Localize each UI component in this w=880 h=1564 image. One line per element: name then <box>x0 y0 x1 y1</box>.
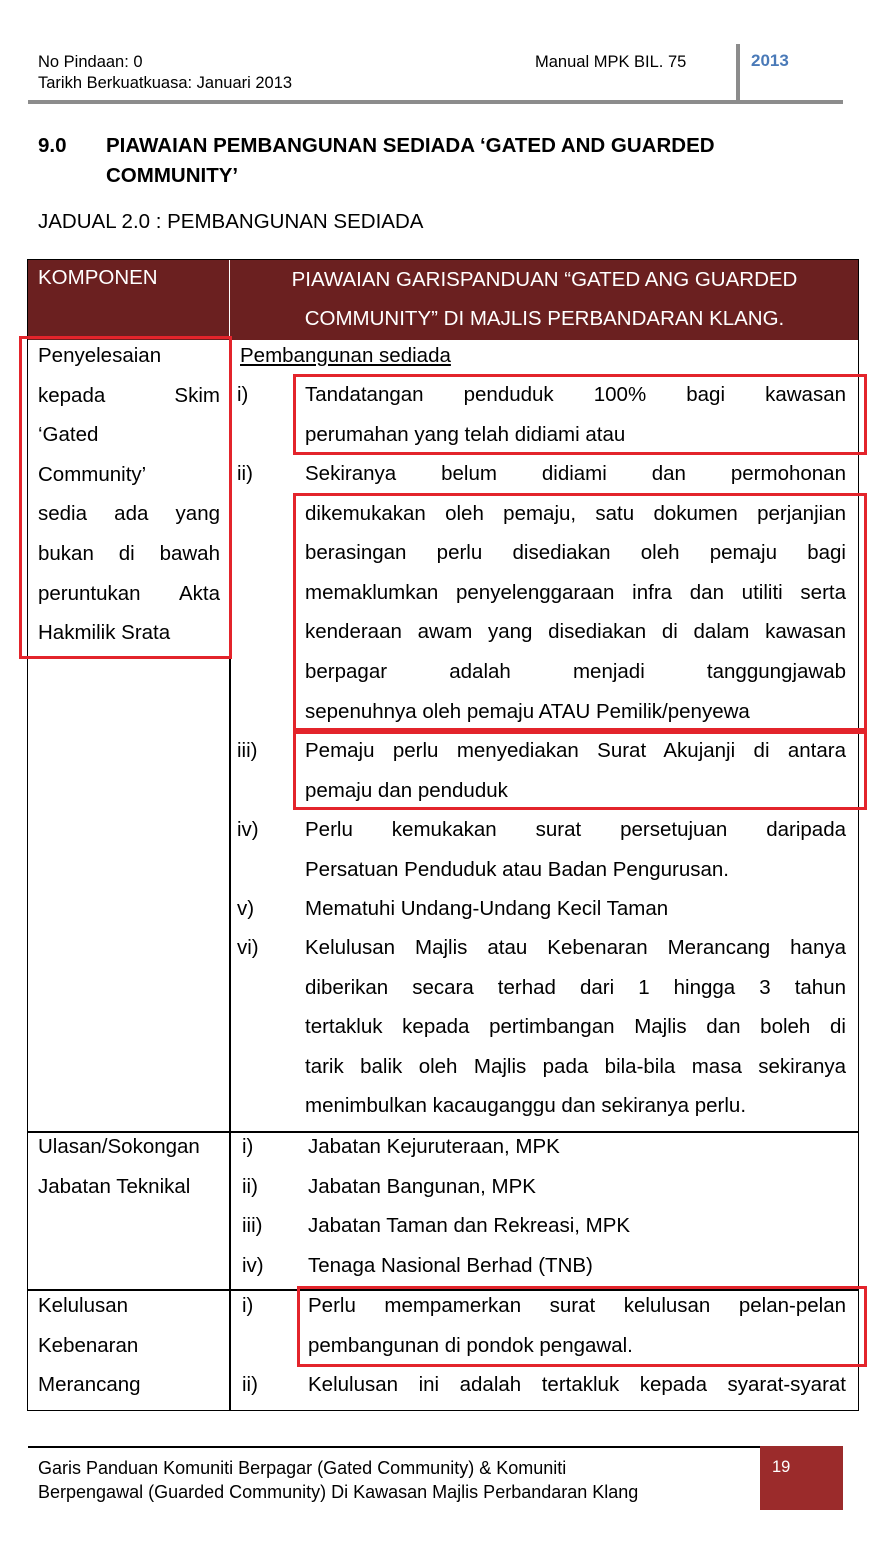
item-line: dikemukakan oleh pemaju, satu dokumen perjanjian <box>305 501 846 525</box>
manual-reference: Manual MPK BIL. 75 <box>535 53 687 71</box>
item-line: pemaju dan penduduk <box>305 778 508 802</box>
item-line: Kelulusan ini adalah tertakluk kepada syarat-syarat <box>308 1373 846 1396</box>
row1-subtitle: Pembangunan sediada <box>240 344 451 367</box>
table-caption: JADUAL 2.0 : PEMBANGUNAN SEDIADA <box>38 210 424 233</box>
header-divider-line <box>229 260 230 340</box>
item-text <box>305 810 846 889</box>
header-komponen: KOMPONEN <box>38 266 158 289</box>
header-divider <box>736 44 740 102</box>
footer-rule <box>28 1446 760 1448</box>
item-text <box>305 928 846 1126</box>
komponen-line: peruntukan Akta <box>38 581 220 605</box>
item-line: pembangunan di pondok pengawal. <box>308 1333 633 1357</box>
item-text: Jabatan Kejuruteraan, MPK <box>308 1135 560 1158</box>
item-line: Mematuhi Undang-Undang Kecil Taman <box>305 897 669 920</box>
footer-line: Garis Panduan Komuniti Berpagar (Gated Community) & Komuniti <box>38 1458 567 1478</box>
item-line: berpagar adalah menjadi tanggungjawab <box>305 659 846 683</box>
section-title-line: PIAWAIAN PEMBANGUNAN SEDIADA ‘GATED AND GUARDED <box>106 134 715 157</box>
item-line: Pemaju perlu menyediakan Surat Akujanji di antara <box>305 739 846 762</box>
item-text: Tenaga Nasional Berhad (TNB) <box>308 1254 593 1277</box>
item-line: Perlu kemukakan surat persetujuan daripada <box>305 818 846 841</box>
komponen-line: sedia ada yang <box>38 502 220 526</box>
item-text <box>305 889 846 929</box>
item-line: berasingan perlu disediakan oleh pemaju bagi <box>305 541 846 565</box>
header-rule <box>28 100 843 104</box>
item-number: iii) <box>237 739 258 762</box>
header-piawaian <box>231 260 858 338</box>
komponen-line: Penyelesaian <box>38 344 162 367</box>
item-text: Jabatan Taman dan Rekreasi, MPK <box>308 1214 631 1237</box>
item-line: menimbulkan kacauganggu dan sekiranya perlu. <box>305 1094 747 1118</box>
komponen-line: kepada Skim <box>38 383 220 407</box>
item-number: i) <box>242 1294 254 1317</box>
item-line: Tandatangan penduduk 100% bagi kawasan <box>305 383 846 406</box>
item-text: Jabatan Bangunan, MPK <box>308 1175 536 1198</box>
komponen-line: Kebenaran <box>38 1333 139 1357</box>
section-title-line: COMMUNITY’ <box>106 164 239 187</box>
item-number: i) <box>237 383 249 406</box>
highlight-box-komponen <box>19 336 232 659</box>
item-line: memaklumkan penyelenggaraan infra dan utiliti serta <box>305 580 846 604</box>
item-text <box>308 1365 846 1405</box>
page-number-box <box>760 1446 843 1510</box>
komponen-line: Hakmilik Srata <box>38 621 171 645</box>
highlight-box-item-iii <box>293 731 867 810</box>
header-piawaian-line: PIAWAIAN GARISPANDUAN “GATED ANG GUARDED <box>291 268 798 291</box>
item-number: v) <box>237 897 255 920</box>
item-line: Sekiranya belum didiami dan permohonan <box>305 462 846 485</box>
item-number: ii) <box>242 1373 258 1396</box>
table-header-row <box>28 260 858 340</box>
item-line: Perlu mempamerkan surat kelulusan pelan-pelan <box>308 1294 846 1317</box>
item-line: perumahan yang telah didiami atau <box>305 422 626 446</box>
page-number: 19 <box>772 1458 791 1476</box>
komponen-line: Kelulusan <box>38 1294 129 1317</box>
komponen-line: Community’ <box>38 462 147 486</box>
item-number: vi) <box>237 936 259 959</box>
highlight-box-item-ii <box>293 493 867 731</box>
item-line: kenderaan awam yang disediakan di dalam kawasan <box>305 620 846 644</box>
komponen-line: ‘Gated <box>38 423 99 447</box>
item-line: diberikan secara terhad dari 1 hingga 3 tahun <box>305 975 846 999</box>
item-number: ii) <box>237 462 253 485</box>
komponen-line: Merancang <box>38 1373 141 1397</box>
amendment-number: No Pindaan: 0 <box>38 53 143 71</box>
section-number: 9.0 <box>38 134 67 157</box>
header-year: 2013 <box>751 51 789 70</box>
highlight-box-item-i <box>293 374 867 455</box>
section-title <box>106 131 826 191</box>
item-number: ii) <box>242 1175 258 1198</box>
item-line: Persatuan Penduduk atau Badan Pengurusan. <box>305 857 729 881</box>
row3-komponen <box>38 1286 220 1405</box>
komponen-line: Ulasan/Sokongan <box>38 1135 200 1158</box>
item-line: tarik balik oleh Majlis pada bila-bila masa sekiranya <box>305 1054 846 1078</box>
effective-date: Tarikh Berkuatkuasa: Januari 2013 <box>38 74 293 92</box>
komponen-line: bukan di bawah <box>38 541 220 565</box>
highlight-box-kelulusan-i <box>297 1286 867 1367</box>
item-line: sepenuhnya oleh pemaju ATAU Pemilik/penyewa <box>305 699 750 723</box>
item-line: tertakluk kepada pertimbangan Majlis dan boleh di <box>305 1015 846 1039</box>
row2-komponen <box>38 1127 228 1206</box>
footer-line: Berpengawal (Guarded Community) Di Kawasan Majlis Perbandaran Klang <box>38 1482 639 1502</box>
komponen-line: Jabatan Teknikal <box>38 1174 191 1198</box>
item-line: Kelulusan Majlis atau Kebenaran Merancang hanya <box>305 936 846 959</box>
item-number: iv) <box>237 818 259 841</box>
header-piawaian-line: COMMUNITY” DI MAJLIS PERBANDARAN KLANG. <box>304 307 785 330</box>
item-number: iii) <box>242 1214 263 1237</box>
item-number: iv) <box>242 1254 264 1277</box>
footer-text <box>38 1456 758 1504</box>
item-number: i) <box>242 1135 254 1158</box>
